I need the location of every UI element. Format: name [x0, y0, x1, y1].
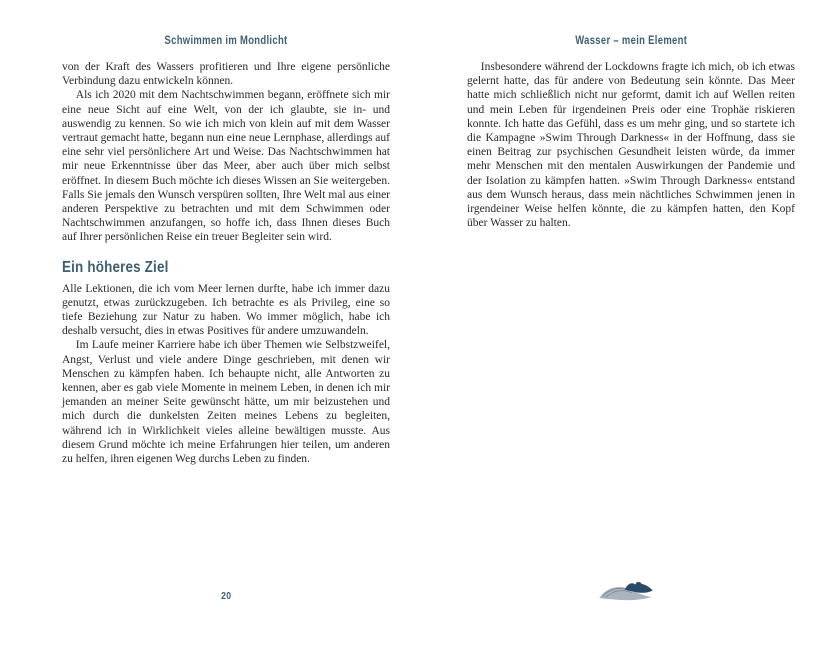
page-number [62, 586, 390, 604]
left-text-column [62, 60, 390, 466]
running-head-left-text: Schwimmen im Mondlicht [164, 35, 288, 47]
paragraph: Insbesondere während der Lockdowns fragte ich mich, ob ich etwas gelernt hatte, das für andere von Bedeutung sein könnte. Das Meer hatte mich schließlich nicht nur geformt, damit ich auf Wellen reiten und mein Leben für irgendeinen Preis oder eine Trophäe riskieren konnte. Ich hatte das Gefühl, dass es um mehr ging, und so startete ich die Kampagne »Swim Through Darkness« in der Hoffnung, dass sie einen Beitrag zur psychischen Gesundheit leisten würde, da immer mehr Menschen mit den mentalen Auswirkungen der Pandemie und der Isolation zu kämpfen hatten. »Swim Through Darkness« entstand aus dem Wunsch heraus, dass mein nächtliches Schwimmen jenen in irgendeiner Weise helfen könnte, die zu kämpfen hatten, den Kopf über Wasser zu halten. [467, 61, 795, 230]
paragraph: Als ich 2020 mit dem Nachtschwimmen begann, eröffnete sich mir eine neue Sicht auf eine Welt, von der ich glaubte, sie in- und auswendig zu kennen. So wie ich mich von klein auf mit dem Wasser vertraut gemacht hatte, begann nun eine neue Lernphase, allerdings auf eine sehr viel persönlichere Art und Weise. Das Nachtschwimmen hat mir neue Erkenntnisse über das Meer, aber auch über mich selbst eröffnet. In diesem Buch möchte ich dieses Wissen an Sie weitergeben. Falls Sie jemals den Wunsch verspüren sollten, Ihre Welt mal aus einer anderen Perspektive zu betrachten und mit dem Schwimmen oder Nachtschwimmen anzufangen, so hoffe ich, dass Ihnen dieses Buch auf Ihrer persönlichen Reise ein treuer Begleiter sein wird. [62, 89, 390, 244]
paragraph: Alle Lektionen, die ich vom Meer lernen durfte, habe ich immer dazu genutzt, etwas zurückzugeben. Ich betrachte es als Privileg, eine so tiefe Beziehung zur Natur zu haben. Wo immer möglich, habe ich deshalb versucht, dies in etwas Positives für andere umzuwandeln. [62, 282, 390, 338]
running-head-right [467, 31, 795, 49]
section-heading [62, 257, 390, 276]
section-heading-text: Ein höheres Ziel [62, 258, 169, 276]
paragraph: von der Kraft des Wassers profitieren und Ihre eigene persönliche Verbindung dazu entwickeln können. [62, 61, 390, 88]
paragraph: Im Laufe meiner Karriere habe ich über Themen wie Selbstzweifel, Angst, Verlust und viele andere Dinge geschrieben, mit denen wir Menschen zu kämpfen haben. Ich behaupte nicht, alle Antworten zu kennen, aber es gab viele Momente in meinem Leben, in denen ich mir jemanden an meiner Seite gewünscht hätte, um mir beizustehen und mich durch die dunkelsten Zeiten meines Lebens zu begleiten, während ich in Wirklichkeit vieles alleine bewältigen musste. Aus diesem Grund möchte ich meine Erfahrungen hier teilen, um anderen zu helfen, ihren eigenen Weg durchs Leben zu finden. [62, 339, 390, 466]
page-number-text: 20 [220, 590, 232, 602]
swimmer-waves-icon [597, 579, 655, 604]
right-text-column [467, 60, 795, 230]
running-head-left [62, 31, 390, 49]
running-head-right-text: Wasser – mein Element [575, 35, 687, 47]
